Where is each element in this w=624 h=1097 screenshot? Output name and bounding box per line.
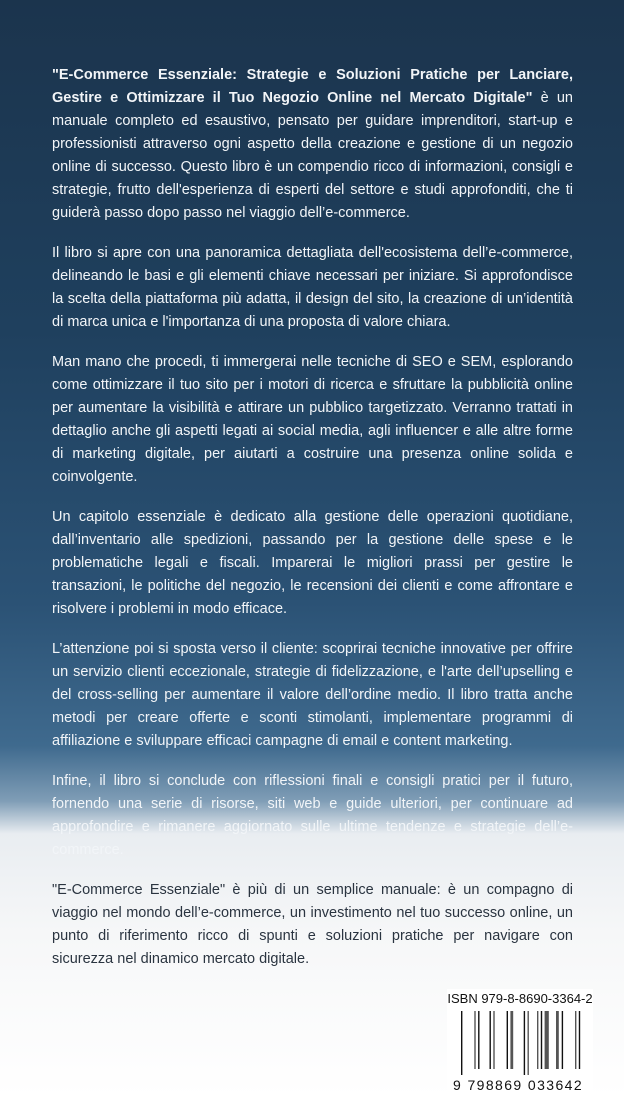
barcode-bar [490,1011,491,1069]
barcode-bar [579,1011,580,1069]
barcode-bar [541,1011,542,1069]
barcode-bar [537,1011,538,1069]
intro-text: è un manuale completo ed esaustivo, pensato per guidare imprenditori, start-up e professionisti attraverso ogni aspetto della creazione e gestione di un negozio online di successo. Questo libro è un compendio ricco di informazioni, consigli e strategie, frutto dell'esperienza di esperti del settore e studi approfonditi, che ti guiderà passo dopo passo nel viaggio dell’e-commerce. [52,90,573,221]
barcode-bar [478,1011,479,1069]
paragraph-6: Infine, il libro si conclude con riflessioni finali e consigli pratici per il futuro, fornendo una serie di risorse, siti web e guide ulteriori, per continuare ad approfondire e rimanere aggiornato sulle ultime tendenze e strategie dell’e-commerce. [52,773,573,858]
barcode-bar [575,1011,576,1069]
paragraph-2: Il libro si apre con una panoramica dettagliata dell'ecosistema dell’e-commerce, delineando le basi e gli elementi chiave necessari per iniziare. Si approfondisce la scelta della piattaforma più adatta, il design del sito, la creazione di un’identità di marca unica e l'importanza di una proposta di valore chiara. [52,245,573,330]
barcode-bar [507,1011,508,1069]
barcode-bar [474,1011,475,1069]
paragraph-4: Un capitolo essenziale è dedicato alla gestione delle operazioni quotidiane, dall’inventario alle spedizioni, passando per la gestione delle spese e le problematiche legali e fiscali. Imparerai le migliori prassi per gestire le transazioni, le politiche del negozio, le recensioni dei clienti e come affrontare e risolvere i problemi in modo efficace. [52,509,573,617]
barcode-bar [562,1011,563,1069]
barcode-digits: 9 798869 033642 [453,1077,583,1093]
book-title: "E-Commerce Essenziale: Strategie e Soluzioni Pratiche per Lanciare, Gestire e Ottimizzare il Tuo Negozio Online nel Mercato Digitale" [52,67,573,106]
barcode-bar [510,1011,513,1069]
isbn-barcode [447,989,593,1097]
barcode-bar [545,1011,549,1069]
barcode-bar [524,1011,525,1075]
barcode-bar [528,1011,529,1075]
paragraph-3: Man mano che procedi, ti immergerai nelle tecniche di SEO e SEM, esplorando come ottimizzare il tuo sito per i motori di ricerca e sfruttare la pubblicità online per aumentare la visibilità e attirare un pubblico targetizzato. Verranno trattati in dettaglio anche gli aspetti legati ai social media, agli influencer e alle altre forme di marketing digitale, per aiutarti a costruire una presenza online solida e coinvolgente. [52,354,573,485]
closing-paragraph: "E-Commerce Essenziale" è più di un semplice manuale: è un compagno di viaggio nel mondo dell’e-commerce, un investimento nel tuo successo online, un punto di riferimento ricco di spunti e soluzioni pratiche per navigare con sicurezza nel dinamico mercato digitale. [52,882,573,967]
paragraph-intro [52,64,573,225]
isbn-label: ISBN 979-8-8690-3364-2 [447,991,593,1006]
barcode-bar [493,1011,494,1069]
barcode-bar [461,1011,462,1075]
barcode-bars [455,1011,585,1075]
barcode-bar [556,1011,559,1069]
paragraph-5: L’attenzione poi si sposta verso il cliente: scoprirai tecniche innovative per offrire un servizio clienti eccezionale, strategie di fidelizzazione, e l'arte dell’upselling e del cross-selling per aumentare il valore dell’ordine medio. Il libro tratta anche metodi per creare offerte e sconti stimolanti, implementare programmi di affiliazione e sviluppare efficaci campagne di email e content marketing. [52,641,573,749]
back-cover-text [52,64,573,862]
